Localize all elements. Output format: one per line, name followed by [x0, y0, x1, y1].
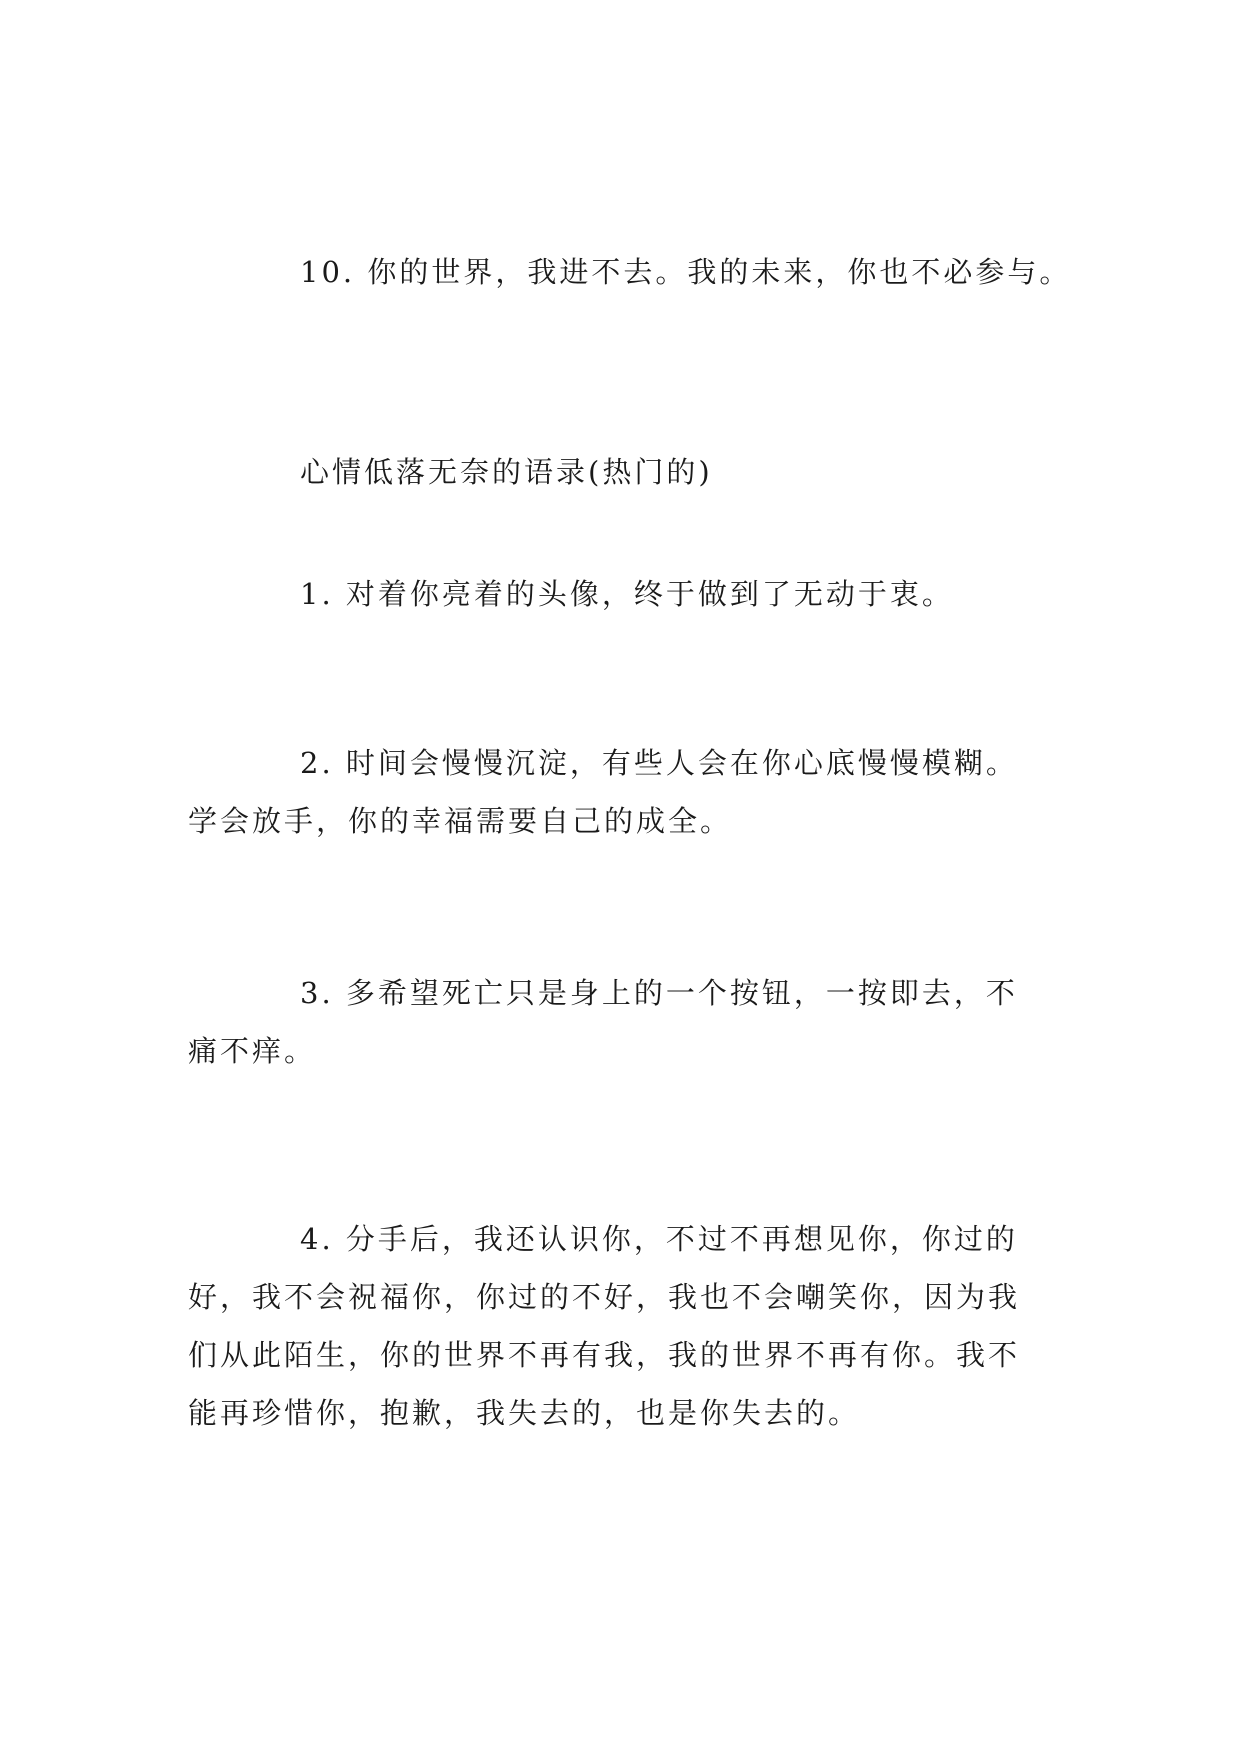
list-item-4-line-2: 好，我不会祝福你，你过的不好，我也不会嘲笑你，因为我 — [188, 1280, 1021, 1314]
list-item-4-line-4: 能再珍惜你，抱歉，我失去的，也是你失去的。 — [188, 1396, 861, 1430]
list-item-4-line-1: 4. 分手后，我还认识你，不过不再想见你，你过的 — [300, 1222, 1018, 1256]
intro-item-10: 10. 你的世界，我进不去。我的未来，你也不必参与。 — [300, 255, 1072, 289]
list-item-3-line-1: 3. 多希望死亡只是身上的一个按钮，一按即去，不 — [300, 976, 1018, 1010]
list-item-2 — [188, 734, 1068, 850]
list-item-1 — [188, 565, 1068, 623]
list-item-4-line-3: 们从此陌生，你的世界不再有我，我的世界不再有你。我不 — [188, 1338, 1021, 1372]
list-item-4 — [188, 1210, 1068, 1442]
list-item-1-line-1: 1. 对着你亮着的头像，终于做到了无动于衷。 — [300, 577, 954, 611]
list-item-2-line-1: 2. 时间会慢慢沉淀，有些人会在你心底慢慢模糊。 — [300, 746, 1018, 780]
list-item-3-line-2: 痛不痒。 — [188, 1034, 317, 1068]
list-item-2-line-2: 学会放手，你的幸福需要自己的成全。 — [188, 804, 733, 838]
section-heading: 心情低落无奈的语录(热门的) — [300, 455, 713, 489]
list-item-3 — [188, 964, 1068, 1080]
